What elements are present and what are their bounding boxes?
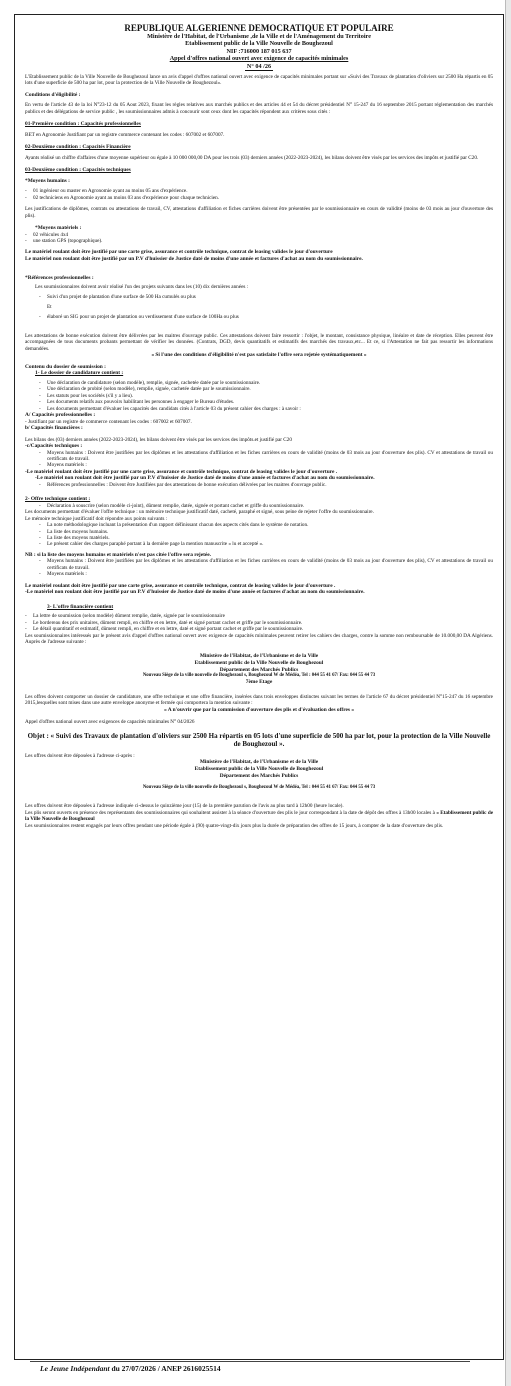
closing-opening bbox=[25, 810, 493, 823]
condition-3-heading: 03-Deuxième condition : Capacités techniques bbox=[25, 167, 131, 174]
moyens-materiels-heading: *Moyens matériels : bbox=[35, 225, 82, 232]
capacites-professionnelles-text: - Justifiant par un registre de commerce contenant les codes : 607002 et 607007. bbox=[25, 418, 192, 425]
capacites-financieres-heading: b/ Capacités financières : bbox=[25, 424, 83, 431]
condition-2-text: Ayants réalisé un chiffre d'affaires d'une moyenne supérieur ou égale à 10 000 000,00 DA pour les trois (03) derniers années (2022-2023-2024), les bilans doivent être visés par les services des impôts et justifié par C20. bbox=[25, 154, 479, 161]
list-item: - une station GPS (topographique). bbox=[33, 238, 493, 244]
address-line: Ministère de l'Habitat, de l'Urbanisme et de la Ville bbox=[199, 759, 319, 766]
justifications-text: Les justifications de diplômes, contrats ou attestations de travail, CV, attestations d'affiliation et fiches carrières doivent être présentées par le soumissionnaire en cours de validité (moins de 03 mois au jour d'ouverture des plis). bbox=[25, 206, 493, 219]
list-item: - Moyens matériels : bbox=[47, 462, 493, 468]
adresse-intro: Les offres doivent être déposées à l'adresse ci-après : bbox=[25, 752, 135, 759]
offre-technique-heading: 2- Offre technique contient : bbox=[25, 496, 91, 503]
appel-title: Appel d'offres national ouvert avec exigence de capacités minimales bbox=[169, 55, 349, 63]
references-and: Et bbox=[47, 304, 52, 311]
nif: NIF :716000 187 015 637 bbox=[226, 47, 292, 55]
condition-1-text: BET en Agronomie Justifiant par un registre commerce contenant les codes : 607002 et 607007. bbox=[25, 131, 225, 138]
publication-footer bbox=[40, 1364, 221, 1373]
c-non-roulant-text: -Le matériel non roulant doit être justifié par un P.V d'huissier de Justice daté de moins d'une année et factures d'achat au nom du soumissionnaire. bbox=[35, 475, 375, 482]
closing-opening-place: « Etablissement public de la Ville Nouvelle de Boughezoul bbox=[25, 809, 494, 823]
references-heading: *Références professionnelles : bbox=[25, 274, 94, 281]
intro-paragraph: L'Etablissement public de la Ville Nouvelle de Boughezoul lance un avis d'appel d'offres national ouvert avec exigence de capacités minimales portant sur «Suivi des Travaux de plantation d'oliviers sur 2500 Ha répartis en 05 lots d'une superficie de 500 ha par lot, pour la protection de la Ville Nouvelle de Boughezoul». bbox=[25, 74, 493, 87]
eligibility-heading: Conditions d'éligibilité : bbox=[25, 91, 81, 98]
list-item: - Une déclaration de probité (selon modèle), remplie, signée, cachetée datée par le soumissionnaire. bbox=[47, 386, 493, 392]
republic-title: REPUBLIQUE ALGERIENNE DEMOCRATIQUE ET POPULAIRE bbox=[124, 23, 394, 33]
capacites-techniques-heading: -c/Capacités techniques : bbox=[25, 442, 83, 449]
list-item: - La liste des moyens humains. bbox=[47, 529, 493, 535]
list-item: - Déclaration à souscrire (selon modèle ci-joint), dûment remplie, datée, signée et portant cachet et griffe du soumissionnaire. bbox=[47, 503, 493, 509]
list-item: - Les statuts pour les sociétés (s'il y a lieu). bbox=[47, 393, 493, 399]
closing-validity: Les soumissionnaires restent engagés par leurs offres pendant une période égale à (90) quatre-vingt-dix jours plus la durée de préparation des offres de 15 jours, à compter de la date d'ouverture des plis. bbox=[25, 822, 444, 829]
ministry-name: Ministère de l'Habitat, de l'Urbanisme ,de la Ville et de l'Aménagement du Territoire bbox=[147, 33, 371, 40]
attestations-text: Les attestations de bonne exécution doivent être délivrées par les maitres d'ouvrage public. Ces attestations doivent faire ressortir : l'objet, le montant, consistance physique, linéaire et date de réception. Elles peuvent être accompagnées de tous documents probants permettant de vérifier les données. (Contrats, DGD, devis quantitatifs et estimatifs des marchés des travaux,etc... Et ce, si l'Attestation ne fait pas ressortir les informations demandées. bbox=[25, 332, 493, 352]
list-item: - Les documents relatifs aux pouvoirs habilitant les personnes à engager le Bureau d'études. bbox=[47, 399, 493, 405]
soumission-heading: Contenu du dossier de soumission : bbox=[25, 363, 106, 370]
objet-statement: Objet : « Suivi des Travaux de plantation d'oliviers sur 2500 Ha répartis en 05 lots d'une superficie de 500 ha par lot, pour la protection de la Ville Nouvelle de Boughezoul ». bbox=[27, 731, 491, 749]
envelope-mention: « A n'ouvrir que par la commission d'ouverture des plis et d'évaluation des offres » bbox=[163, 706, 355, 713]
memoire-text: Les documents permettant d'évaluer l'offre technique : un mémoire technique justificatif daté, cacheté, paraphé et signé, sous peine de rejeter l'offre du soumissionnaire. bbox=[25, 509, 374, 516]
list-item: - Le bordereau des prix unitaires, dûment rempli, en chiffre et en lettre, daté et signé portant cachet et griffe par le soumissionnaire. bbox=[33, 620, 493, 626]
nb-roulant-text: Le matériel roulant doit être justifié par une carte grise, assurance et contrôle technique, contrat de leasing valides le jour d'ouverture . bbox=[25, 582, 336, 589]
closing-opening-text: Les plis seront ouverts en présence des représentants des soumissionnaires qui souhaitent assister à la séance d'ouverture des plis le jour correspondant à la date de dépôt des offres à 13h00 locales à bbox=[25, 809, 435, 816]
newspaper-name: Le Jeune Indépendant bbox=[40, 1364, 110, 1373]
candidature-heading: 1- Le dossier de candidature contient : bbox=[35, 370, 124, 377]
address-floor: 7ème Etage bbox=[245, 679, 273, 686]
appel-number: N° 04 /26 bbox=[246, 62, 272, 70]
list-item: - Références professionnelles : Doivent être Justifiées par des attestations de bonne exécution délivrées par les maitres d'ouvrage public. bbox=[47, 482, 493, 488]
capacites-professionnelles-heading: A/ Capacités professionnelles : bbox=[25, 411, 96, 418]
list-item: - Moyens matériels : bbox=[47, 571, 493, 577]
list-item: - La note méthodologique incluant la présentation d'un rapport définissant chacun des aspects cités dans le système de notation. bbox=[47, 522, 493, 528]
address-line: Etablissement public de la Ville Nouvelle de Boughezoul bbox=[194, 765, 324, 772]
list-item: - Une déclaration de candidature (selon modèle), remplie, signée, cachetée datée par le soumissionnaire. bbox=[47, 380, 493, 386]
notice-frame bbox=[14, 14, 504, 1360]
nb-note: NB : si la liste des moyens humains et matériels n'est pas citée l'offre sera rejetée. bbox=[25, 551, 212, 558]
materiel-roulant-text: Le matériel roulant doit être justifié par une carte grise, assurance et contrôle technique, contrat de leasing valides le jour d'ouverture bbox=[25, 249, 333, 256]
list-item: - Moyens humains : Doivent être justifiées par les diplômes et les attestations d'affiliation et les fiches carrières en cours de validité (moins de 03 mois au jour d'ouverture des plis), CV et attestations de travail ou certificats de travail. bbox=[47, 558, 493, 571]
list-item: - 01 ingénieur ou master en Agronomie ayant au moins 05 ans d'expérience. bbox=[33, 188, 493, 194]
list-item: - Le présent cahier des charges paraphé portant à la dernière page la mention manuscrite « lu et accepté ». bbox=[47, 541, 493, 547]
moyens-humains-heading: *Moyens humains : bbox=[25, 177, 70, 184]
frame-corner bbox=[491, 14, 504, 27]
c-roulant-text: -Le matériel roulant doit être justifié par une carte grise, assurance et contrôle technique, contrat de leasing valides le jour d'ouverture . bbox=[25, 468, 338, 475]
list-item: - 02 techniciens en Agronomie ayant au moins 03 ans d'expérience pour chaque technicien. bbox=[33, 195, 493, 201]
frame-corner bbox=[491, 1347, 504, 1360]
rejection-warning: « Si l'une des conditions d'éligibilité n'est pas satisfaite l'offre sera rejetée systématiquement » bbox=[151, 352, 367, 359]
address-line: Ministère de l'Habitat, de l'Urbanisme et de la Ville bbox=[199, 653, 319, 660]
materiel-non-roulant-text: Le matériel non roulant doit être justifié par un P.V d'huissier de Justice daté de moins d'une année et factures d'achat au nom du soumissionnaire. bbox=[25, 256, 363, 263]
eligibility-text: En vertu de l'article 43 de la loi N°23-12 du 05 Aout 2023, fixant les règles relatives aux marchés publics et des articles 44 et 54 du décret présidentiel N° 15-247 du 16 septembre 2015 portant réglementation des marchés publics et des délégations de service public , les soumissionnaires admis à concourir sont ceux dont les capacités répondent aux critères sous cités : bbox=[25, 102, 493, 115]
address-line: Nouveau Siège de la ville nouvelle de Boughezoul s, Boughezoul W de Médéa, Tel : 044 55 41 67/ Fax: 044 55 44 73 bbox=[142, 785, 376, 791]
establishment-name: Etablissement public de la Ville Nouvelle de Boughezoul bbox=[185, 40, 333, 48]
condition-1-heading: 01-Première condition : Capacités professionnelles bbox=[25, 121, 141, 128]
publication-date-ref: du 27/07/2026 / ANEP 2616025514 bbox=[109, 1364, 221, 1373]
address-line: Etablissement public de la Ville Nouvelle de Boughezoul bbox=[194, 659, 324, 666]
footer-rule bbox=[30, 1361, 470, 1362]
capacites-financieres-text: Les bilans des (03) derniers années (2022-2023-2024), les bilans doivent être visés par les services des impôts.et justifié par C20 bbox=[25, 436, 292, 443]
frame-corner bbox=[14, 1347, 27, 1360]
appel-reference-line: Appel d'offres national ouvert avec exigences de capacités minimales N° 04/2026 bbox=[25, 719, 195, 726]
list-item: - Le détail quantitatif et estimatif, dûment rempli, en chiffre et en lettre, daté et signé portant cachet et griffe par le soumissionnaire. bbox=[33, 626, 493, 632]
address-line: Département des Marchés Publics bbox=[219, 666, 299, 673]
offre-financiere-heading: 3- L'offre financière contient bbox=[47, 603, 114, 610]
depot-text: Les offres doivent comporter un dossier de candidature, une offre technique et une offre financière, insérées dans trois enveloppes distinctes suivant les termes de l'article 67 du décret présidentiel N°15-247 du 16 septembre 2015,lesquelles sont mises dans une autre enveloppe anonyme et fermée qui comportera la mention suivante : bbox=[25, 693, 493, 707]
condition-2-heading: 02-Deuxième condition : Capacités Financière bbox=[25, 144, 131, 151]
list-item: - La liste des moyens matériels. bbox=[47, 535, 493, 541]
address-block-1 bbox=[25, 653, 493, 686]
frame-corner bbox=[14, 14, 27, 27]
address-line: Département des Marchés Publics bbox=[219, 772, 299, 779]
list-item: - La lettre de soumission (selon modèle) dûment remplie, datée, signée par le soumissionnaire bbox=[33, 613, 493, 619]
list-item: - élaboré un SIG pour un projet de plantation ou verdissement d'une surface de 100Ha ou plus bbox=[47, 314, 493, 320]
adjacent-page-edge bbox=[505, 0, 511, 1386]
list-item: - Les documents permettant d'évaluer les capacités des candidats cités à l'article 03 du présent cahier des charges : à savoir : bbox=[47, 406, 493, 412]
nb-non-roulant-text: -Le matériel non roulant doit être justifié par un P.V d'huissier de Justice daté de moins d'une année et factures d'achat au nom du soumissionnaire. bbox=[25, 589, 365, 596]
list-item: - Moyens humains : Doivent être justifiées par les diplômes et les attestations d'affiliation et les fiches carrières en cours de validité (moins de 03 mois au jour d'ouverture des plis). CV et attestations de travail ou certificats de travail. bbox=[47, 450, 493, 463]
address-line: Nouveau Siège de la ville nouvelle de Boughezoul s, Boughezoul W de Médéa, Tel : 044 55 41 67/ Fax: 044 55 44 73 bbox=[142, 673, 376, 679]
list-item: - 02 véhicules 4x4 bbox=[33, 232, 493, 238]
memoire-points-intro: Le mémoire technique justificatif doit répondre aux points suivants : bbox=[25, 515, 168, 522]
references-intro: Les soumissionnaires doivent avoir réalisé l'un des projets suivants dans les (10) dix dernières années : bbox=[35, 284, 249, 291]
closing-deadline: Les offres doivent être déposées à l'adresse indiquée ci-dessus le quinzième jour (15) de la première parution de l'avis au plus tard à 12h00 (heure locale). bbox=[25, 803, 344, 810]
list-item: - Suivi d'un projet de plantation d'une surface de 500 Ha cumulés ou plus bbox=[47, 294, 493, 300]
address-block-2 bbox=[25, 759, 493, 791]
retrait-text: Les soumissionnaires intéressés par le présent avis d'appel d'offres national ouvert avec exigence de capacités minimales peuvent retirer les cahiers des charges, contre la somme non remboursable de 10.000,00 DA Algériens. Auprès de l'adresse suivante : bbox=[25, 632, 493, 645]
